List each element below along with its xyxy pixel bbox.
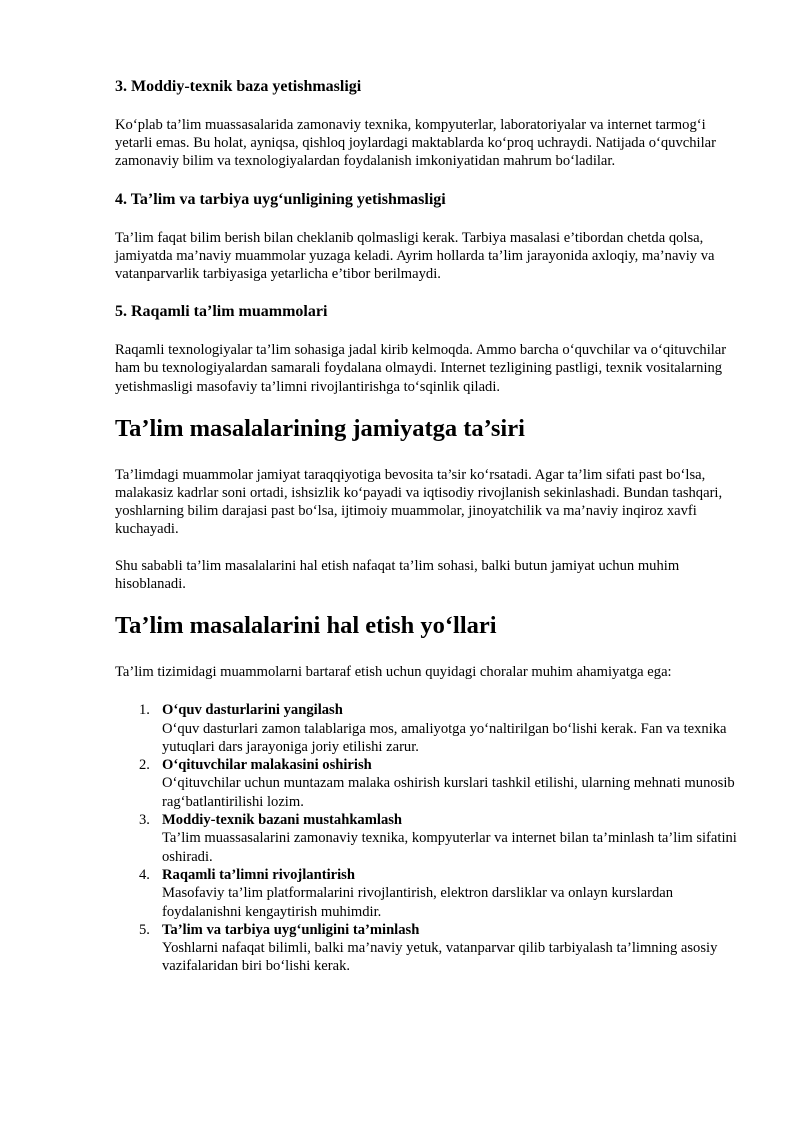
section-3-body: Ko‘plab ta’lim muassasalarida zamonaviy texnika, kompyuterlar, laboratoriyalar va internet tarmog‘i yetarli emas. Bu holat, ayniqsa, qishloq joylardagi maktablarda ko‘proq uchraydi. Natijada o‘quvchilar zamonaviy bilim va texnologiyalardan foydalanish imkoniyatidan mahrum bo‘ladilar. [115,117,717,170]
list-item-description: Masofaviy ta’lim platformalarini rivojlantirish, elektron darsliklar va onlayn kurslardan foydalanishni kengaytirish muhimdir. [162,885,674,920]
list-item-number: 1. [139,702,150,719]
list-item-description: Ta’lim muassasalarini zamonaviy texnika, kompyuterlar va internet bilan ta’minlash ta’lim sifatini oshiradi. [162,830,737,865]
list-item-number: 5. [139,921,150,938]
section-4-heading: 4. Ta’lim va tarbiya uyg‘unligining yetishmasligi [115,190,446,208]
list-item-title: Ta’lim va tarbiya uyg‘unligini ta’minlash [162,921,420,938]
list-item-number: 2. [139,757,150,774]
section-4-body: Ta’lim faqat bilim berish bilan cheklanib qolmasligi kerak. Tarbiya masalasi e’tibordan chetda qolsa, jamiyatda ma’naviy muammolar yuzaga keladi. Ayrim hollarda ta’lim jarayonida axloqiy, ma’naviy va vatanparvarlik tarbiyasiga yetarlicha e’tibor berilmaydi. [115,229,715,283]
list-item-title: O‘quv dasturlarini yangilash [162,702,343,719]
impact-paragraph-1: Ta’limdagi muammolar jamiyat taraqqiyotiga bevosita ta’sir ko‘rsatadi. Agar ta’lim sifati past bo‘lsa, malakasiz kadrlar soni ortadi, ishsizlik ko‘payadi va iqtisodiy rivojlanish sekinlashadi. Bundan tashqari, yoshlarning bilim darajasi past bo‘lsa, ijtimoiy muammolar, jinoyatchilik va ma’naviy inqiroz xavfi kuchayadi. [115,466,723,538]
list-item-title: Moddiy-texnik bazani mustahkamlash [162,812,403,829]
list-item [115,811,740,866]
list-item-title: Raqamli ta’limni rivojlantirish [162,866,355,883]
list-item-number: 4. [139,866,150,883]
list-item-description: O‘qituvchilar uchun muntazam malaka oshirish kurslari tashkil etilishi, ularning mehnati munosib rag‘batlantirilishi lozim. [162,775,735,810]
list-item [115,866,740,921]
list-item-description: O‘quv dasturlari zamon talablariga mos, amaliyotga yo‘naltirilgan bo‘lishi kerak. Fan va texnika yutuqlari dars jarayoniga joriy etilishi zarur. [162,720,727,755]
list-item [115,701,740,756]
list-item-title: O‘qituvchilar malakasini oshirish [162,757,372,774]
list-item-description: Yoshlarni nafaqat bilimli, balki ma’naviy yetuk, vatanparvar qilib tarbiyalash ta’limning asosiy vazifalaridan biri bo‘lishi kerak. [162,940,718,975]
section-5-body: Raqamli texnologiyalar ta’lim sohasiga jadal kirib kelmoqda. Ammo barcha o‘quvchilar va o‘qituvchilar ham bu texnologiyalardan samarali foydalana olmaydi. Internet tezligining pastligi, texnik vositalarning yetishmasligi masofaviy ta’limni rivojlantirishga to‘sqinlik qiladi. [115,342,727,395]
solutions-heading: Ta’lim masalalarini hal etish yo‘llari [115,612,497,640]
solutions-list [115,701,740,975]
section-3-heading: 3. Moddiy-texnik baza yetishmasligi [115,78,362,95]
solutions-intro: Ta’lim tizimidagi muammolarni bartaraf etish uchun quyidagi choralar muhim ahamiyatga ega: [115,664,672,681]
list-item-number: 3. [139,812,150,829]
list-item [115,921,740,976]
impact-heading: Ta’lim masalalarining jamiyatga ta’siri [115,414,525,442]
document-page [115,74,740,976]
section-5-heading: 5. Raqamli ta’lim muammolari [115,303,328,321]
impact-paragraph-2: Shu sababli ta’lim masalalarini hal etish nafaqat ta’lim sohasi, balki butun jamiyat uchun muhim hisoblanadi. [115,557,680,592]
list-item [115,756,740,811]
